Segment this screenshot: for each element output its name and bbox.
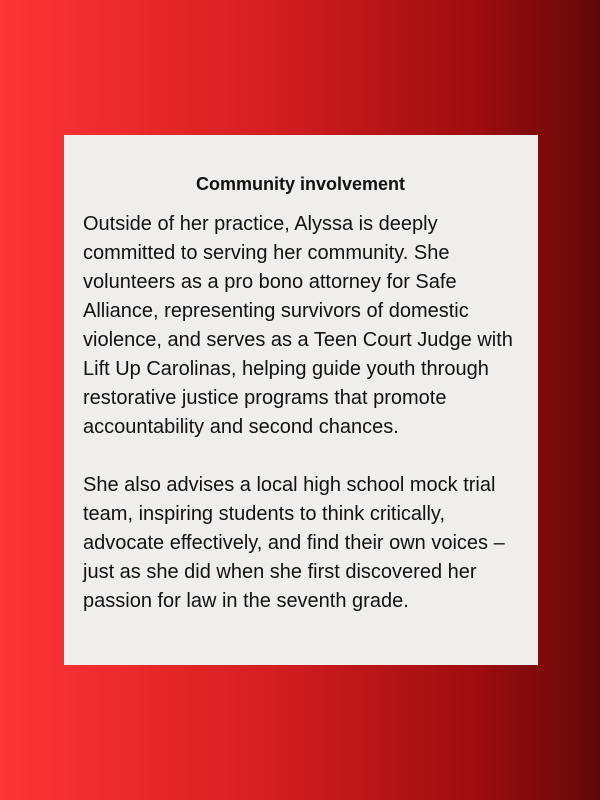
community-involvement-card [64,135,538,665]
card-paragraph: She also advises a local high school mock trial team, inspiring students to think critically, advocate effectively, and find their own voices – just as she did when she first discovered her passion for law in the seventh grade. [83,474,505,612]
card-paragraph: Outside of her practice, Alyssa is deeply committed to serving her community. She volunteers as a pro bono attorney for Safe Alliance, representing survivors of domestic violence, and serves as a Teen Court Judge with Lift Up Carolinas, helping guide youth through restorative justice programs that promote accountability and second chances. [83,213,513,438]
card-title: Community involvement [195,174,406,194]
